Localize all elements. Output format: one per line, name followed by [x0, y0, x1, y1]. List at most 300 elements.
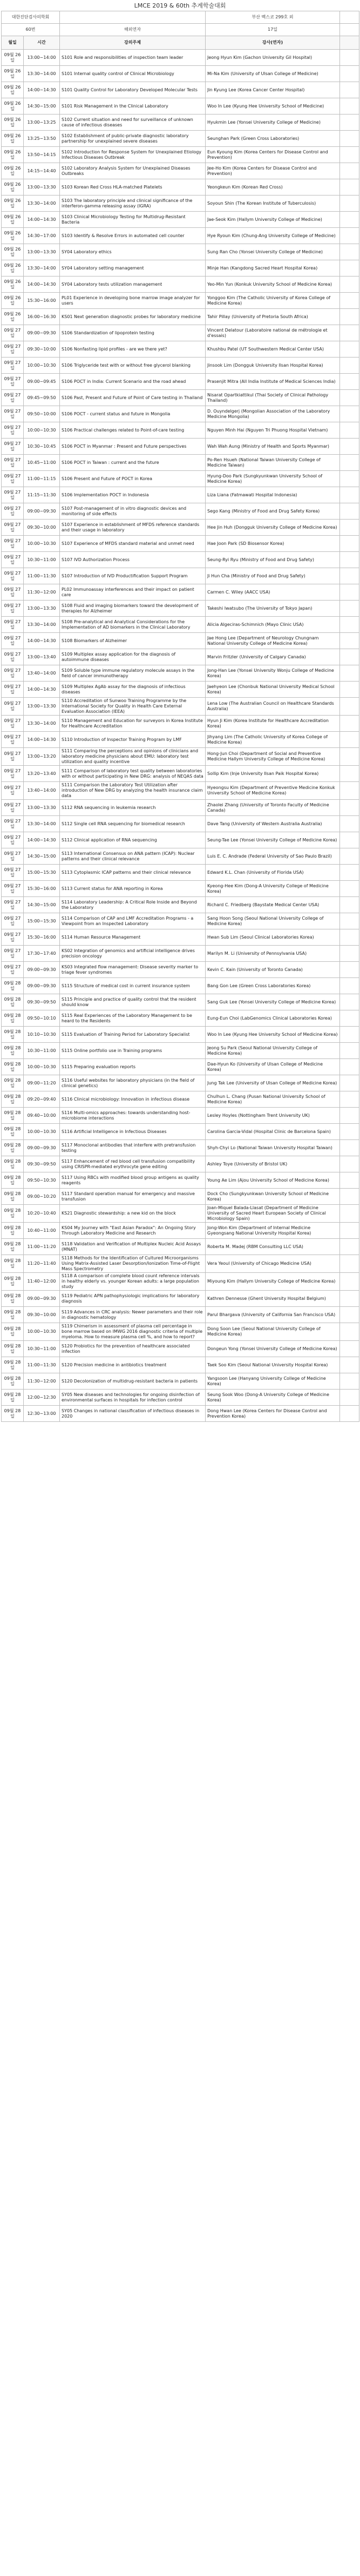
table-row [2, 881, 359, 897]
speaker-cell: Ashley Toye (University of Bristol UK) [206, 1156, 340, 1172]
table-row [2, 520, 359, 536]
date-cell: 09월 28일 [2, 1010, 24, 1027]
date-cell: 09월 27일 [2, 800, 24, 816]
speaker-cell: Shyh-Chyi Lo (National Taiwan University Hospital Taiwan) [206, 1140, 340, 1156]
spacer-cell [340, 782, 359, 800]
count-cell: 60번 [2, 24, 60, 36]
date-cell: 09월 27일 [2, 766, 24, 782]
spacer-cell [60, 11, 206, 24]
topic-cell: S111 Comparison of laboratory test quality between laboratories with or without participating in New DRG: analysis of NEQAS data [60, 766, 206, 782]
table-row [2, 422, 359, 439]
time-cell: 17:30~17:40 [24, 946, 60, 962]
topic-cell: S116 Multi-omics approaches: towards understanding host-microbiome interactions [60, 1108, 206, 1124]
speaker-cell: Woo In Lee (Kyung Hee University School of Medicine) [206, 98, 340, 114]
date-cell: 09월 27일 [2, 439, 24, 455]
spacer-cell [340, 682, 359, 698]
spacer-cell [340, 277, 359, 293]
schedule-table [1, 11, 359, 1422]
spacer-cell [340, 800, 359, 816]
time-cell: 13:00~13:40 [24, 649, 60, 665]
speaker-cell: Seung-Tae Lee (Yonsei University College of Medicine Korea) [206, 832, 340, 848]
spacer-cell [340, 881, 359, 897]
spacer-cell [340, 228, 359, 244]
time-cell: 10:30~10:45 [24, 439, 60, 455]
table-row [2, 832, 359, 848]
table-row [2, 1156, 359, 1172]
speaker-cell: Sung Ran Cho (Yonsei University College of Medicine) [206, 244, 340, 260]
date-cell: 09월 27일 [2, 897, 24, 913]
topic-cell: S113 Current status for ANA reporting in Korea [60, 881, 206, 897]
spacer-cell [340, 568, 359, 584]
speaker-cell: Hee Jin Huh (Dongguk University College of Medicine Korea) [206, 520, 340, 536]
speaker-cell: Soyoun Shin (The Korean Institute of Tuberculosis) [206, 195, 340, 212]
date-cell: 09월 26일 [2, 244, 24, 260]
topic-cell: S103 The laboratory principle and clinical significance of the interferon-gamma releasing assay (IGRA) [60, 195, 206, 212]
date-cell: 09월 27일 [2, 848, 24, 865]
topic-cell: S102 Laboratory Analysis System for Unexplained Diseases Outbreaks [60, 163, 206, 179]
time-cell: 15:30~16:00 [24, 881, 60, 897]
date-cell: 09월 28일 [2, 1108, 24, 1124]
table-row [2, 1273, 359, 1291]
table-row [2, 98, 359, 114]
table-row [2, 471, 359, 487]
time-cell: 09:50~10:00 [24, 406, 60, 422]
spacer-cell [340, 1291, 359, 1307]
table-row [2, 748, 359, 766]
topic-cell: S119 Advances in CRC analysis: Newer parameters and their role in diagnostic hematology [60, 1307, 206, 1323]
spacer-cell [340, 536, 359, 552]
table-row [2, 698, 359, 716]
spacer-cell [340, 1373, 359, 1390]
topic-cell: S107 Experience in establishment of MFDS reference standards and their usage in laboratory [60, 520, 206, 536]
table-row [2, 962, 359, 978]
spacer-cell [340, 1075, 359, 1091]
spacer-cell [340, 1390, 359, 1406]
date-cell: 09월 26일 [2, 163, 24, 179]
table-row [2, 665, 359, 682]
time-cell: 10:00~10:30 [24, 536, 60, 552]
time-cell: 13:00~13:30 [24, 698, 60, 716]
topic-cell: S115 Online portfolio use in Training programs [60, 1043, 206, 1059]
spacer-cell [340, 1205, 359, 1223]
time-cell: 10:00~10:30 [24, 358, 60, 374]
speaker-cell: Yangsoon Lee (Hanyang University College of Medicine Korea) [206, 1373, 340, 1390]
topic-cell: KS21 Diagnostic stewardship: a new kid on the block [60, 1205, 206, 1223]
time-cell: 13:00~13:30 [24, 800, 60, 816]
topic-cell: S102 Establishment of public-private diagnostic laboratory partnership for unexplained severe diseases [60, 131, 206, 147]
date-cell: 09월 28일 [2, 1406, 24, 1422]
topic-cell: S114 Comparison of CAP and LMF Accreditation Programs - a Viewpoint from an Inspected Laboratory [60, 913, 206, 929]
date-cell: 09월 27일 [2, 487, 24, 503]
time-cell: 13:00~14:00 [24, 50, 60, 66]
topic-cell: S108 Biomarkers of Alzheimer [60, 633, 206, 649]
table-row [2, 455, 359, 471]
date-cell: 09월 26일 [2, 309, 24, 325]
table-row [2, 1043, 359, 1059]
date-cell: 09월 28일 [2, 1075, 24, 1091]
table-row [2, 341, 359, 358]
table-row [2, 1307, 359, 1323]
spacer-cell [340, 179, 359, 195]
date-cell: 09월 27일 [2, 536, 24, 552]
topic-cell: S109 Multiplex AgAb assay for the diagnosis of infectious diseases [60, 682, 206, 698]
time-cell: 10:45~11:00 [24, 455, 60, 471]
time-cell: 10:30~11:00 [24, 552, 60, 568]
spacer-cell [340, 1059, 359, 1075]
speaker-cell: Dae-Hyun Ko (University of Ulsan College of Medicine Korea) [206, 1059, 340, 1075]
topic-cell: S106 Triglyceride test with or without free glycerol blanking [60, 358, 206, 374]
spacer-cell [340, 994, 359, 1010]
time-cell: 14:30~15:00 [24, 897, 60, 913]
topic-cell: S119 Chimerism in assessment of plasma cell percentage in bone marrow based on IMWG 2016 diagnostic criteria of multiple myeloma. How to measure plasma cell %, and how to report? [60, 1323, 206, 1341]
time-cell: 14:00~14:30 [24, 682, 60, 698]
table-row [2, 179, 359, 195]
time-cell: 13:25~13:50 [24, 131, 60, 147]
time-cell: 09:30~10:00 [24, 520, 60, 536]
speaker-cell: Yeongkeun Kim (Korean Red Cross) [206, 179, 340, 195]
table-row [2, 649, 359, 665]
topic-cell: S115 Evaluation of Training Period for Laboratory Specialist [60, 1027, 206, 1043]
date-cell: 09월 26일 [2, 147, 24, 163]
speaker-cell: Jae-Seok Kim (Hallym University College of Medicine) [206, 212, 340, 228]
table-row [2, 536, 359, 552]
table-row [2, 766, 359, 782]
topic-cell: S106 Implementation POCT in Indonesia [60, 487, 206, 503]
info-row-2 [2, 24, 359, 36]
speaker-cell: Jaehyeon Lee (Chonbuk National University Medical School Korea) [206, 682, 340, 698]
speaker-cell: Eun Kyoung Kim (Korea Centers for Disease Control and Prevention) [206, 147, 340, 163]
time-cell: 14:00~14:30 [24, 277, 60, 293]
speaker-cell: Dave Tang (University of Western Australia Australia) [206, 816, 340, 832]
header-speaker: 강사(연자) [206, 36, 340, 50]
date-cell: 09월 26일 [2, 277, 24, 293]
speaker-cell: Bang Gon Lee (Green Cross Laboratories Korea) [206, 978, 340, 994]
spacer-cell [340, 865, 359, 881]
topic-cell: S114 Laboratory Leadership: A Critical Role Inside and Beyond the Laboratory [60, 897, 206, 913]
spacer-cell [340, 341, 359, 358]
topic-cell: S106 Nonfasting lipid profiles - are we there yet? [60, 341, 206, 358]
spacer-cell [340, 503, 359, 520]
topic-cell: KS01 Next generation diagnostic probes for laboratory medicine [60, 309, 206, 325]
time-cell: 13:00~13:30 [24, 601, 60, 617]
spacer-cell [340, 114, 359, 131]
topic-cell: S117 Monoclonal antibodies that interfere with pretransfusion testing [60, 1140, 206, 1156]
topic-cell: KS03 Integrated flow management: Disease severity marker to triage fever syndromes [60, 962, 206, 978]
time-cell: 14:15~14:40 [24, 163, 60, 179]
date-cell: 09월 27일 [2, 929, 24, 946]
speaker-cell: Woo In Lee (Kyung Hee University School of Medicine Korea) [206, 1027, 340, 1043]
speaker-cell: Lesley Hoyles (Nottingham Trent University UK) [206, 1108, 340, 1124]
date-cell: 09월 28일 [2, 978, 24, 994]
date-cell: 09월 27일 [2, 816, 24, 832]
table-row [2, 716, 359, 732]
date-cell: 09월 26일 [2, 131, 24, 147]
spacer-cell [340, 147, 359, 163]
table-row [2, 212, 359, 228]
date-cell: 09월 27일 [2, 503, 24, 520]
header-spacer [340, 36, 359, 50]
topic-cell: S115 Preparing evaluation reports [60, 1059, 206, 1075]
spacer-cell [340, 163, 359, 179]
date-cell: 09월 28일 [2, 1156, 24, 1172]
speaker-cell: Carolina Garcia-Vidal (Hospital Clinic de Barcelona Spain) [206, 1124, 340, 1140]
spacer-cell [340, 1255, 359, 1273]
date-cell: 09월 26일 [2, 114, 24, 131]
date-cell: 09월 28일 [2, 1323, 24, 1341]
time-cell: 10:30~11:00 [24, 1043, 60, 1059]
time-cell: 14:30~15:00 [24, 98, 60, 114]
table-row [2, 163, 359, 179]
topic-cell: S115 Principle and practice of quality control that the resident should know [60, 994, 206, 1010]
date-cell: 09월 28일 [2, 1239, 24, 1255]
topic-cell: SY05 New diseases and technologies for ongoing disinfection of environmental surfaces in hospitals for infection control [60, 1390, 206, 1406]
spacer-cell [340, 732, 359, 748]
table-row [2, 848, 359, 865]
spacer-cell [340, 293, 359, 309]
table-row [2, 1172, 359, 1189]
time-cell: 10:00~10:30 [24, 1124, 60, 1140]
table-row [2, 1291, 359, 1307]
table-row [2, 1140, 359, 1156]
table-row [2, 1091, 359, 1108]
time-cell: 13:30~14:00 [24, 260, 60, 277]
speaker-cell: Dock Cho (Sungkyunkwan University School of Medicine Korea) [206, 1189, 340, 1205]
topic-cell: S103 Identify & Resolve Errors in automated cell counter [60, 228, 206, 244]
table-row [2, 617, 359, 633]
date-cell: 09월 27일 [2, 633, 24, 649]
table-row [2, 800, 359, 816]
speaker-cell: Nguyen Minh Hai (Nguyen Tri Phuong Hospital Vietnam) [206, 422, 340, 439]
date-cell: 09월 28일 [2, 1172, 24, 1189]
spacer-cell [340, 716, 359, 732]
spacer-cell [340, 962, 359, 978]
date-cell: 09월 28일 [2, 1291, 24, 1307]
date-cell: 09월 26일 [2, 293, 24, 309]
table-row [2, 1357, 359, 1373]
time-cell: 11:00~11:20 [24, 1239, 60, 1255]
time-cell: 10:30~11:00 [24, 1341, 60, 1357]
table-row [2, 390, 359, 406]
table-row [2, 601, 359, 617]
spacer-cell [340, 584, 359, 601]
topic-cell: SY04 Laboratory ethics [60, 244, 206, 260]
speaker-cell: Hyung-Doo Park (Sungkyunkwan University School of Medicine Korea) [206, 471, 340, 487]
topic-cell: S106 POCT in Myanmar : Present and Future perspectives [60, 439, 206, 455]
table-row [2, 406, 359, 422]
table-row [2, 994, 359, 1010]
speaker-cell: Minje Han (Kangdong Sacred Heart Hospital Korea) [206, 260, 340, 277]
speaker-cell: Dongeun Yong (Yonsei University College of Medicine Korea) [206, 1341, 340, 1357]
time-cell: 13:30~14:00 [24, 617, 60, 633]
date-cell: 09월 28일 [2, 1205, 24, 1223]
date-cell: 09월 27일 [2, 568, 24, 584]
time-cell: 13:40~14:00 [24, 665, 60, 682]
table-row [2, 1010, 359, 1027]
date-cell: 09월 27일 [2, 617, 24, 633]
date-cell: 09월 27일 [2, 455, 24, 471]
table-row [2, 66, 359, 82]
date-cell: 09월 27일 [2, 422, 24, 439]
topic-cell: S118 Validation and Verification of Multiplex Nucleic Acid Assays (MNAT) [60, 1239, 206, 1255]
table-row [2, 147, 359, 163]
time-cell: 10:00~10:30 [24, 1323, 60, 1341]
time-cell: 15:00~15:30 [24, 913, 60, 929]
time-cell: 09:00~09:30 [24, 325, 60, 341]
date-cell: 09월 27일 [2, 406, 24, 422]
speaker-cell: Jung Tak Lee (University of Ulsan College of Medicine Korea) [206, 1075, 340, 1091]
spacer-cell [340, 1043, 359, 1059]
time-cell: 11:20~11:40 [24, 1255, 60, 1273]
time-cell: 09:00~10:20 [24, 1189, 60, 1205]
table-row [2, 439, 359, 455]
table-row [2, 1027, 359, 1043]
topic-cell: S118 Methods for the Identification of Cultured Microorganisms Using Matrix-Assisted Laser Desorption/Ionization Time-of-Flight Mass Spectrometry [60, 1255, 206, 1273]
spacer-cell [340, 617, 359, 633]
speaker-cell: Edward K.L. Chan (University of Florida USA) [206, 865, 340, 881]
table-row [2, 584, 359, 601]
spacer-cell [340, 766, 359, 782]
topic-cell: S118 A comparison of complete blood count reference intervals in healthy elderly vs. younger Korean adults: a large population study [60, 1273, 206, 1291]
topic-cell: S108 Fluid and imaging biomarkers toward the development of therapies for Alzheimer [60, 601, 206, 617]
spacer-cell [340, 487, 359, 503]
spacer-cell [340, 131, 359, 147]
date-cell: 09월 27일 [2, 390, 24, 406]
date-cell: 09월 27일 [2, 881, 24, 897]
speaker-cell: Prasenjit Mitra (All India Institute of Medical Sciences India) [206, 374, 340, 390]
topic-cell: S106 Past, Present and Future of Point of Care testing in Thailand [60, 390, 206, 406]
date-cell: 09월 27일 [2, 913, 24, 929]
speaker-cell: Jinsook Lim (Dongguk University Ilsan Hospital Korea) [206, 358, 340, 374]
date-cell: 09월 27일 [2, 865, 24, 881]
time-cell: 15:30~16:00 [24, 293, 60, 309]
spacer-cell [340, 665, 359, 682]
date-cell: 09월 27일 [2, 358, 24, 374]
topic-cell: S102 Introduction for Response System for Unexplained Etiology Infectious Diseases Outbreak [60, 147, 206, 163]
topic-cell: S111 Comparison the Laboratory Test Utilization after introduction of New DRG by analyzing the health insurance claim data [60, 782, 206, 800]
speaker-cell: Parul Bhargava (University of California San Francisco USA) [206, 1307, 340, 1323]
topic-cell: S101 Quality Control for Laboratory Developed Molecular Tests [60, 82, 206, 98]
topic-cell: S115 Structure of medical cost in current insurance system [60, 978, 206, 994]
speaker-cell: Young Ae Lim (Ajou University School of Medicine Korea) [206, 1172, 340, 1189]
time-cell: 15:30~16:00 [24, 929, 60, 946]
speaker-cell: D. Ouyndelgerj (Mongolian Association of the Laboratory Medicine Mongolia) [206, 406, 340, 422]
topic-cell: S117 Standard operation manual for emergency and massive transfusion [60, 1189, 206, 1205]
table-row [2, 277, 359, 293]
spacer-cell [340, 82, 359, 98]
speaker-cell: Jin Kyung Lee (Korea Cancer Center Hospital) [206, 82, 340, 98]
date-cell: 09월 28일 [2, 1059, 24, 1075]
speaker-cell: Alicia Algeciras-Schimnich (Mayo Clinic USA) [206, 617, 340, 633]
time-cell: 13:30~14:00 [24, 66, 60, 82]
spacer-cell [340, 66, 359, 82]
speaker-cell: Tahir Pillay (University of Pretoria South Africa) [206, 309, 340, 325]
topic-cell: S120 Decolonization of multidrug-resistant bacteria in patients [60, 1373, 206, 1390]
speaker-cell: Kathren Dennesse (Ghent University Hospital Belgium) [206, 1291, 340, 1307]
table-row [2, 1406, 359, 1422]
speaker-cell: Jae Hong Lee (Department of Neurology Chungnam National University College of Medicine Korea) [206, 633, 340, 649]
date-cell: 09월 28일 [2, 1043, 24, 1059]
table-row [2, 782, 359, 800]
speaker-cell: Jeong Su Park (Seoul National University College of Medicine Korea) [206, 1043, 340, 1059]
topic-cell: S112 Single cell RNA sequencing for biomedical research [60, 816, 206, 832]
spacer-cell [340, 455, 359, 471]
speaker-cell: Seung Sook Woo (Dong-A University College of Medicine Korea) [206, 1390, 340, 1406]
document-title: LMCE 2019 & 60th 추계학술대회 [134, 2, 226, 9]
topic-cell: S115 Real Experiences of the Laboratory Management to be heard to the Residents [60, 1010, 206, 1027]
spacer-cell [340, 601, 359, 617]
topic-cell: S117 Enhancement of red blood cell transfusion compatibility using CRISPR-mediated erythrocyte gene editing [60, 1156, 206, 1172]
speaker-cell: Sang Hoon Song (Seoul National University College of Medicine Korea) [206, 913, 340, 929]
time-cell: 09:00~09:30 [24, 1140, 60, 1156]
time-cell: 11:00~11:30 [24, 1357, 60, 1373]
topic-cell: S109 Soluble type immune regulatory molecule assays in the field of cancer immunotherapy [60, 665, 206, 682]
time-cell: 13:30~14:00 [24, 716, 60, 732]
speaker-cell: Miyoung Kim (Hallym University College of Medicine Korea) [206, 1273, 340, 1291]
time-cell: 11:40~12:00 [24, 1273, 60, 1291]
topic-cell: S107 Experience of MFDS standard material and unmet need [60, 536, 206, 552]
date-cell: 09월 26일 [2, 195, 24, 212]
speaker-cell: Marvin Fritzler (University of Calgary Canada) [206, 649, 340, 665]
date-cell: 09월 26일 [2, 260, 24, 277]
table-row [2, 978, 359, 994]
topic-cell: S119 Pediatric APN pathophysiologic implications for laboratory diagnosis [60, 1291, 206, 1307]
spacer-cell [340, 1406, 359, 1422]
date-cell: 09월 26일 [2, 66, 24, 82]
topic-cell: PL02 Immunoassay interferences and their impact on patient care [60, 584, 206, 601]
topic-cell: S106 POCT - current status and future in Mongolia [60, 406, 206, 422]
spacer-cell [340, 1357, 359, 1373]
speaker-cell: Hae Joon Park (SD Biosensor Korea) [206, 536, 340, 552]
speaker-cell: Roberta M. Madej (RBM Consulting LLC USA) [206, 1239, 340, 1255]
speaker-cell: Chulhun L. Chang (Pusan National University School of Medicine Korea) [206, 1091, 340, 1108]
spacer-cell [340, 439, 359, 455]
speaker-cell: Vincent Delatour (Laboratoire national de métrologie et d'essais) [206, 325, 340, 341]
speaker-cell: Vera Yeoul (University of Chicago Medicine USA) [206, 1255, 340, 1273]
spacer-cell [340, 1223, 359, 1239]
time-cell: 12:30~13:00 [24, 1406, 60, 1422]
table-row [2, 1124, 359, 1140]
time-cell: 14:00~14:30 [24, 82, 60, 98]
topic-cell: S113 International Consensus on ANA pattern (ICAP): Nuclear patterns and their clinical relevance [60, 848, 206, 865]
date-cell: 09월 27일 [2, 601, 24, 617]
spacer-cell [340, 1091, 359, 1108]
spacer-cell [340, 358, 359, 374]
spacer-cell [340, 1156, 359, 1172]
time-cell: 09:30~10:00 [24, 341, 60, 358]
spacer-cell [340, 24, 359, 36]
date-cell: 09월 27일 [2, 698, 24, 716]
table-row [2, 358, 359, 374]
spacer-cell [340, 11, 359, 24]
table-row [2, 946, 359, 962]
speaker-cell: Kevin C. Kain (University of Toronto Canada) [206, 962, 340, 978]
topic-cell: S103 Clinical Microbiology Testing for Multidrug-Resistant Bacteria [60, 212, 206, 228]
topic-cell: S101 Internal quality control of Clinical Microbiology [60, 66, 206, 82]
table-row [2, 865, 359, 881]
table-row [2, 1205, 359, 1223]
spacer-cell [340, 1140, 359, 1156]
speaker-cell: Joan-Miquel Balada-Llasat (Department of Medicine University of Sacred Heart European Society of Clinical Microbiology Spain) [206, 1205, 340, 1223]
topic-cell: S117 Using RBCs with modified blood group antigens as quality reagents [60, 1172, 206, 1189]
topic-cell: S116 Useful websites for laboratory physicians (in the field of clinical genetics) [60, 1075, 206, 1091]
topic-cell: S112 RNA sequencing in leukemia research [60, 800, 206, 816]
date-cell: 09월 27일 [2, 732, 24, 748]
time-cell: 11:00~11:30 [24, 568, 60, 584]
time-cell: 09:00~09:30 [24, 1291, 60, 1307]
time-cell: 13:30~14:00 [24, 195, 60, 212]
time-cell: 11:30~12:00 [24, 584, 60, 601]
date-cell: 09월 28일 [2, 1124, 24, 1140]
